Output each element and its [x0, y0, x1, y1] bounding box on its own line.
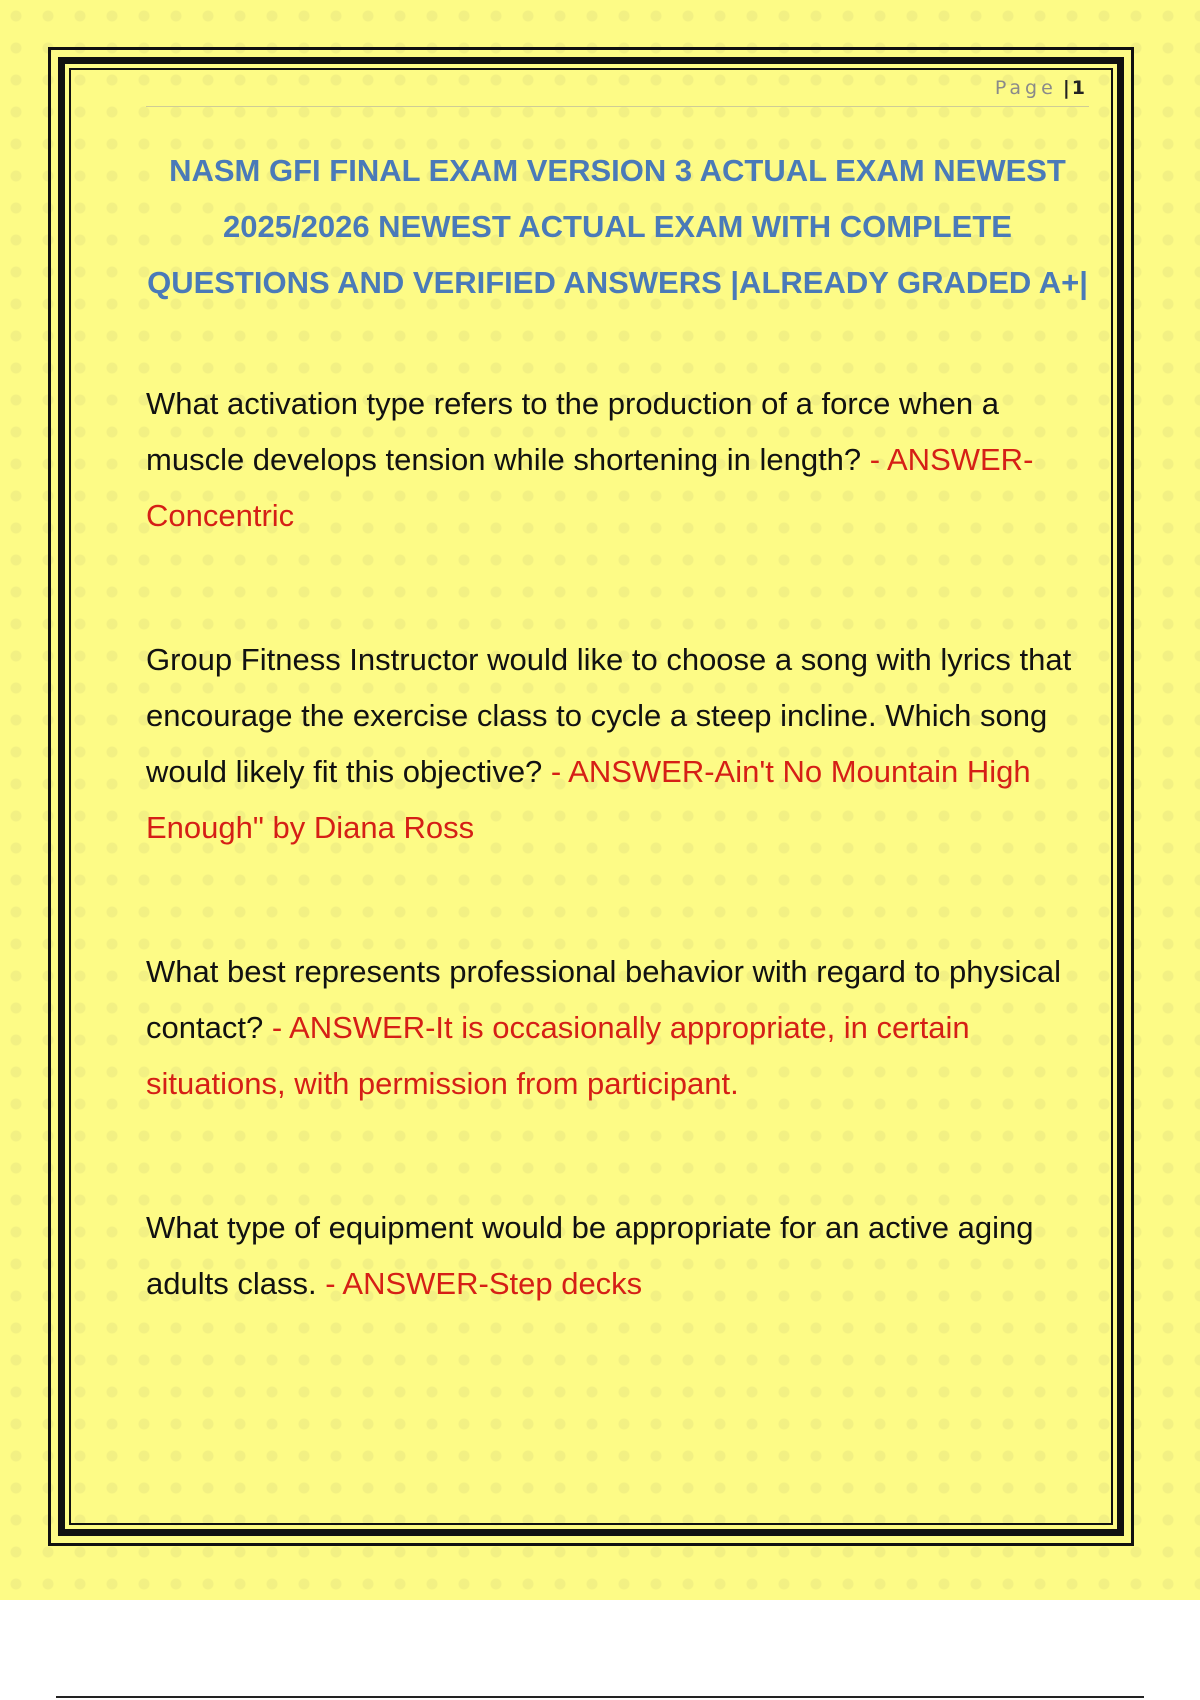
answer-text: - ANSWER-It is occasionally appropriate, in certain situations, with permission from participant.: [146, 1010, 970, 1101]
qa-item: [146, 632, 1086, 856]
qa-item: [146, 376, 1086, 544]
answer-text: - ANSWER-Step decks: [325, 1266, 643, 1301]
page-separator: |: [1062, 77, 1070, 99]
page-label: Page: [994, 77, 1057, 99]
answer-text: - ANSWER-Ain't No Mountain High Enough" by Diana Ross: [146, 754, 1031, 845]
page-header: [146, 74, 1089, 107]
question-answer-list: [146, 376, 1086, 1400]
question-text: Group Fitness Instructor would like to choose a song with lyrics that encourage the exercise class to cycle a steep incline. Which song would likely fit this objective?: [146, 642, 1072, 789]
qa-item: [146, 944, 1086, 1112]
qa-item: [146, 1200, 1086, 1312]
next-page-top-rule: [56, 1696, 1144, 1698]
answer-text: - ANSWER-Concentric: [146, 442, 1034, 533]
question-text: What type of equipment would be appropriate for an active aging adults class.: [146, 1210, 1034, 1301]
document-title: NASM GFI FINAL EXAM VERSION 3 ACTUAL EXAM NEWEST 2025/2026 NEWEST ACTUAL EXAM WITH COMPLETE QUESTIONS AND VERIFIED ANSWERS |ALREADY GRADED A+|: [147, 153, 1088, 300]
page-number: 1: [1071, 77, 1085, 99]
question-text: What best represents professional behavior with regard to physical contact?: [146, 954, 1061, 1045]
question-text: What activation type refers to the production of a force when a muscle develops tension while shortening in length?: [146, 386, 999, 477]
